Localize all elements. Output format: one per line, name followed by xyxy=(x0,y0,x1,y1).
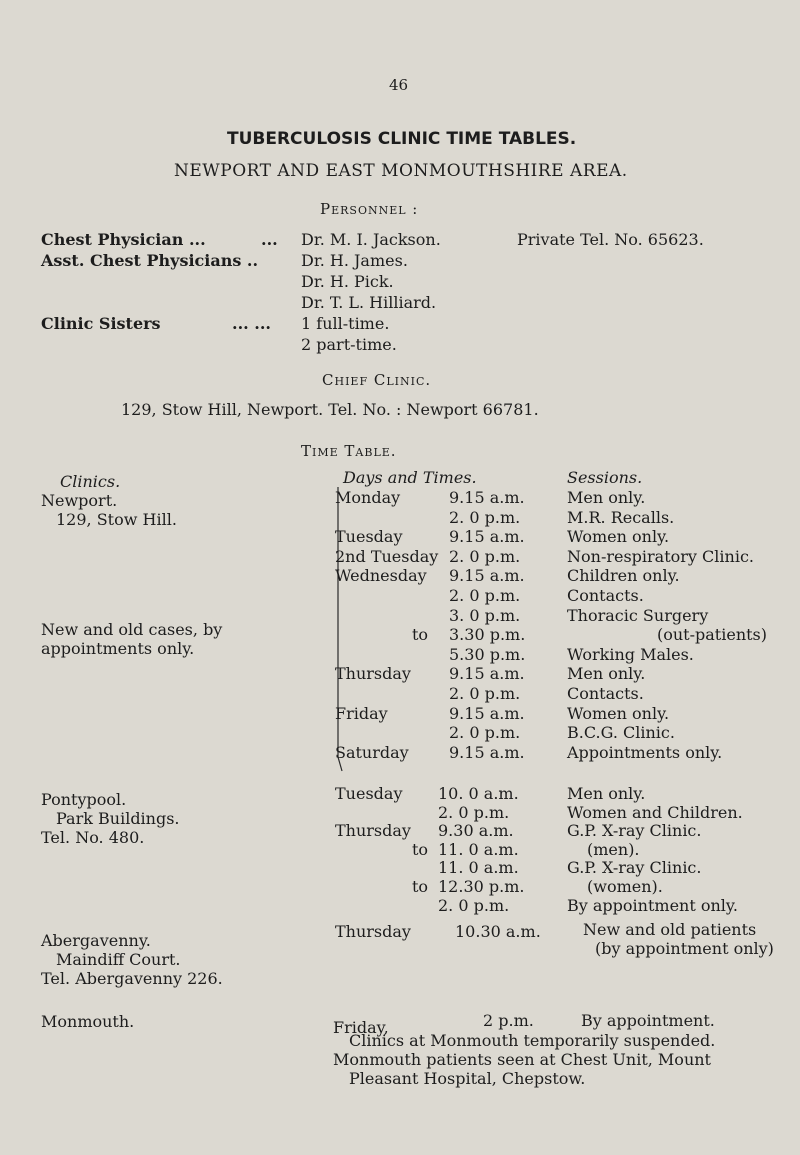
schedule-session: Children only. xyxy=(567,566,680,586)
schedule-session: Non-respiratory Clinic. xyxy=(567,546,754,566)
clinic-sisters-value: 1 full-time. xyxy=(301,314,390,333)
schedule-session: G.P. X-ray Clinic. xyxy=(567,821,702,841)
schedule-session: Women only. xyxy=(567,703,670,723)
private-tel: Private Tel. No. 65623. xyxy=(517,230,704,249)
schedule-time: 5.30 p.m. xyxy=(449,644,526,664)
page-title: TUBERCULOSIS CLINIC TIME TABLES. xyxy=(227,129,577,149)
schedule-session: Contacts. xyxy=(567,586,644,605)
monmouth-time: 2 p.m. xyxy=(483,1011,534,1030)
schedule-day: to xyxy=(412,877,429,896)
clinic-note-newport: appointments only. xyxy=(41,639,195,658)
abergavenny-time: 10.30 a.m. xyxy=(455,922,541,941)
schedule-day: Monday xyxy=(335,488,401,507)
schedule-time: 10. 0 a.m. xyxy=(438,784,519,803)
schedule-session: B.C.G. Clinic. xyxy=(567,723,675,743)
schedule-time: 9.30 a.m. xyxy=(438,821,514,841)
page-subtitle: NEWPORT AND EAST MONMOUTHSHIRE AREA. xyxy=(174,161,628,181)
schedule-session: Men only. xyxy=(567,784,646,803)
abergavenny-day: Thursday xyxy=(335,922,411,941)
schedule-day: Friday xyxy=(335,703,388,723)
abergavenny-session: New and old patients xyxy=(583,920,757,939)
schedule-session: By appointment only. xyxy=(567,895,738,915)
asst-physician-name: Dr. H. James. xyxy=(301,251,408,270)
schedule-day: Tuesday xyxy=(335,784,403,803)
schedule-session: Women and Children. xyxy=(567,802,743,822)
schedule-day: Saturday xyxy=(335,742,409,762)
clinic-sisters-label: Clinic Sisters xyxy=(41,314,161,333)
schedule-day: to xyxy=(412,839,429,859)
clinic-name-abergavenny: Abergavenny. xyxy=(41,931,151,950)
clinic-address-abergavenny: Maindiff Court. xyxy=(56,950,181,969)
schedule-time: 3. 0 p.m. xyxy=(449,605,521,625)
schedule-time: 12.30 p.m. xyxy=(438,877,525,896)
chest-physician-label: Chest Physician ... xyxy=(41,230,206,249)
schedule-session: (out-patients) xyxy=(657,625,767,645)
schedule-time: 2. 0 p.m. xyxy=(449,586,521,605)
schedule-time: 11. 0 a.m. xyxy=(438,839,519,859)
schedule-time: 2. 0 p.m. xyxy=(449,723,521,743)
schedule-time: 2. 0 p.m. xyxy=(438,895,510,915)
schedule-day: Wednesday xyxy=(335,566,427,586)
timetable-heading: Time Table. xyxy=(301,442,397,460)
schedule-time: 9.15 a.m. xyxy=(449,527,525,547)
monmouth-note: Clinics at Monmouth temporarily suspended. xyxy=(349,1031,716,1050)
schedule-session: G.P. X-ray Clinic. xyxy=(567,858,702,878)
monmouth-day: Friday, xyxy=(333,1018,389,1037)
schedule-time: 2. 0 p.m. xyxy=(449,546,521,566)
asst-physicians-label: Asst. Chest Physicians .. xyxy=(41,251,259,270)
schedule-session: Working Males. xyxy=(567,644,694,664)
page-number: 46 xyxy=(389,76,409,94)
col-days-header: Days and Times. xyxy=(343,468,477,487)
clinic-address-pontypool: Tel. No. 480. xyxy=(41,828,145,847)
schedule-session: Contacts. xyxy=(567,684,644,703)
schedule-session: Women only. xyxy=(567,527,670,547)
schedule-time: 3.30 p.m. xyxy=(449,625,526,645)
personnel-heading: Personnel : xyxy=(320,200,419,218)
schedule-day: 2nd Tuesday xyxy=(335,546,439,566)
col-sessions-header: Sessions. xyxy=(567,468,643,487)
schedule-session: (men). xyxy=(587,839,640,859)
clinic-name-newport: Newport. xyxy=(41,491,118,510)
schedule-time: 9.15 a.m. xyxy=(449,488,525,507)
schedule-time: 9.15 a.m. xyxy=(449,703,525,723)
schedule-session: (women). xyxy=(587,877,663,896)
schedule-session: M.R. Recalls. xyxy=(567,507,675,527)
monmouth-session: By appointment. xyxy=(581,1011,715,1030)
schedule-time: 9.15 a.m. xyxy=(449,566,525,586)
chest-physician-dots: ... xyxy=(261,230,278,249)
monmouth-note: Pleasant Hospital, Chepstow. xyxy=(349,1069,586,1088)
col-clinics-header: Clinics. xyxy=(60,472,121,491)
chest-physician-name: Dr. M. I. Jackson. xyxy=(301,230,441,249)
schedule-session: Men only. xyxy=(567,664,646,684)
schedule-time: 11. 0 a.m. xyxy=(438,858,519,878)
asst-physician-name: Dr. T. L. Hilliard. xyxy=(301,293,437,312)
schedule-day: Thursday xyxy=(335,821,411,841)
clinic-address-abergavenny: Tel. Abergavenny 226. xyxy=(41,969,223,988)
schedule-time: 2. 0 p.m. xyxy=(449,684,521,703)
schedule-day: to xyxy=(412,625,429,645)
schedule-session: Appointments only. xyxy=(567,742,723,762)
clinic-name-pontypool: Pontypool. xyxy=(41,790,127,809)
clinic-address-newport: 129, Stow Hill. xyxy=(56,510,177,529)
clinic-note-newport: New and old cases, by xyxy=(41,620,223,639)
clinic-sisters-value: 2 part-time. xyxy=(301,335,397,354)
chief-clinic-heading: Chief Clinic. xyxy=(322,371,432,389)
schedule-time: 2. 0 p.m. xyxy=(449,507,521,527)
abergavenny-session: (by appointment only) xyxy=(595,939,774,958)
schedule-day: Thursday xyxy=(335,664,411,684)
schedule-session: Men only. xyxy=(567,488,646,507)
clinic-address-pontypool: Park Buildings. xyxy=(56,809,180,828)
clinic-sisters-dots: ... ... xyxy=(232,314,271,333)
schedule-session: Thoracic Surgery xyxy=(567,605,709,625)
schedule-day: Tuesday xyxy=(335,527,403,547)
clinic-name-monmouth: Monmouth. xyxy=(41,1012,135,1031)
schedule-time: 9.15 a.m. xyxy=(449,742,525,762)
chief-clinic-address: 129, Stow Hill, Newport. Tel. No. : Newport 66781. xyxy=(121,400,539,419)
schedule-time: 9.15 a.m. xyxy=(449,664,525,684)
monmouth-note: Monmouth patients seen at Chest Unit, Mount xyxy=(333,1050,711,1069)
asst-physician-name: Dr. H. Pick. xyxy=(301,272,394,291)
schedule-time: 2. 0 p.m. xyxy=(438,802,510,822)
